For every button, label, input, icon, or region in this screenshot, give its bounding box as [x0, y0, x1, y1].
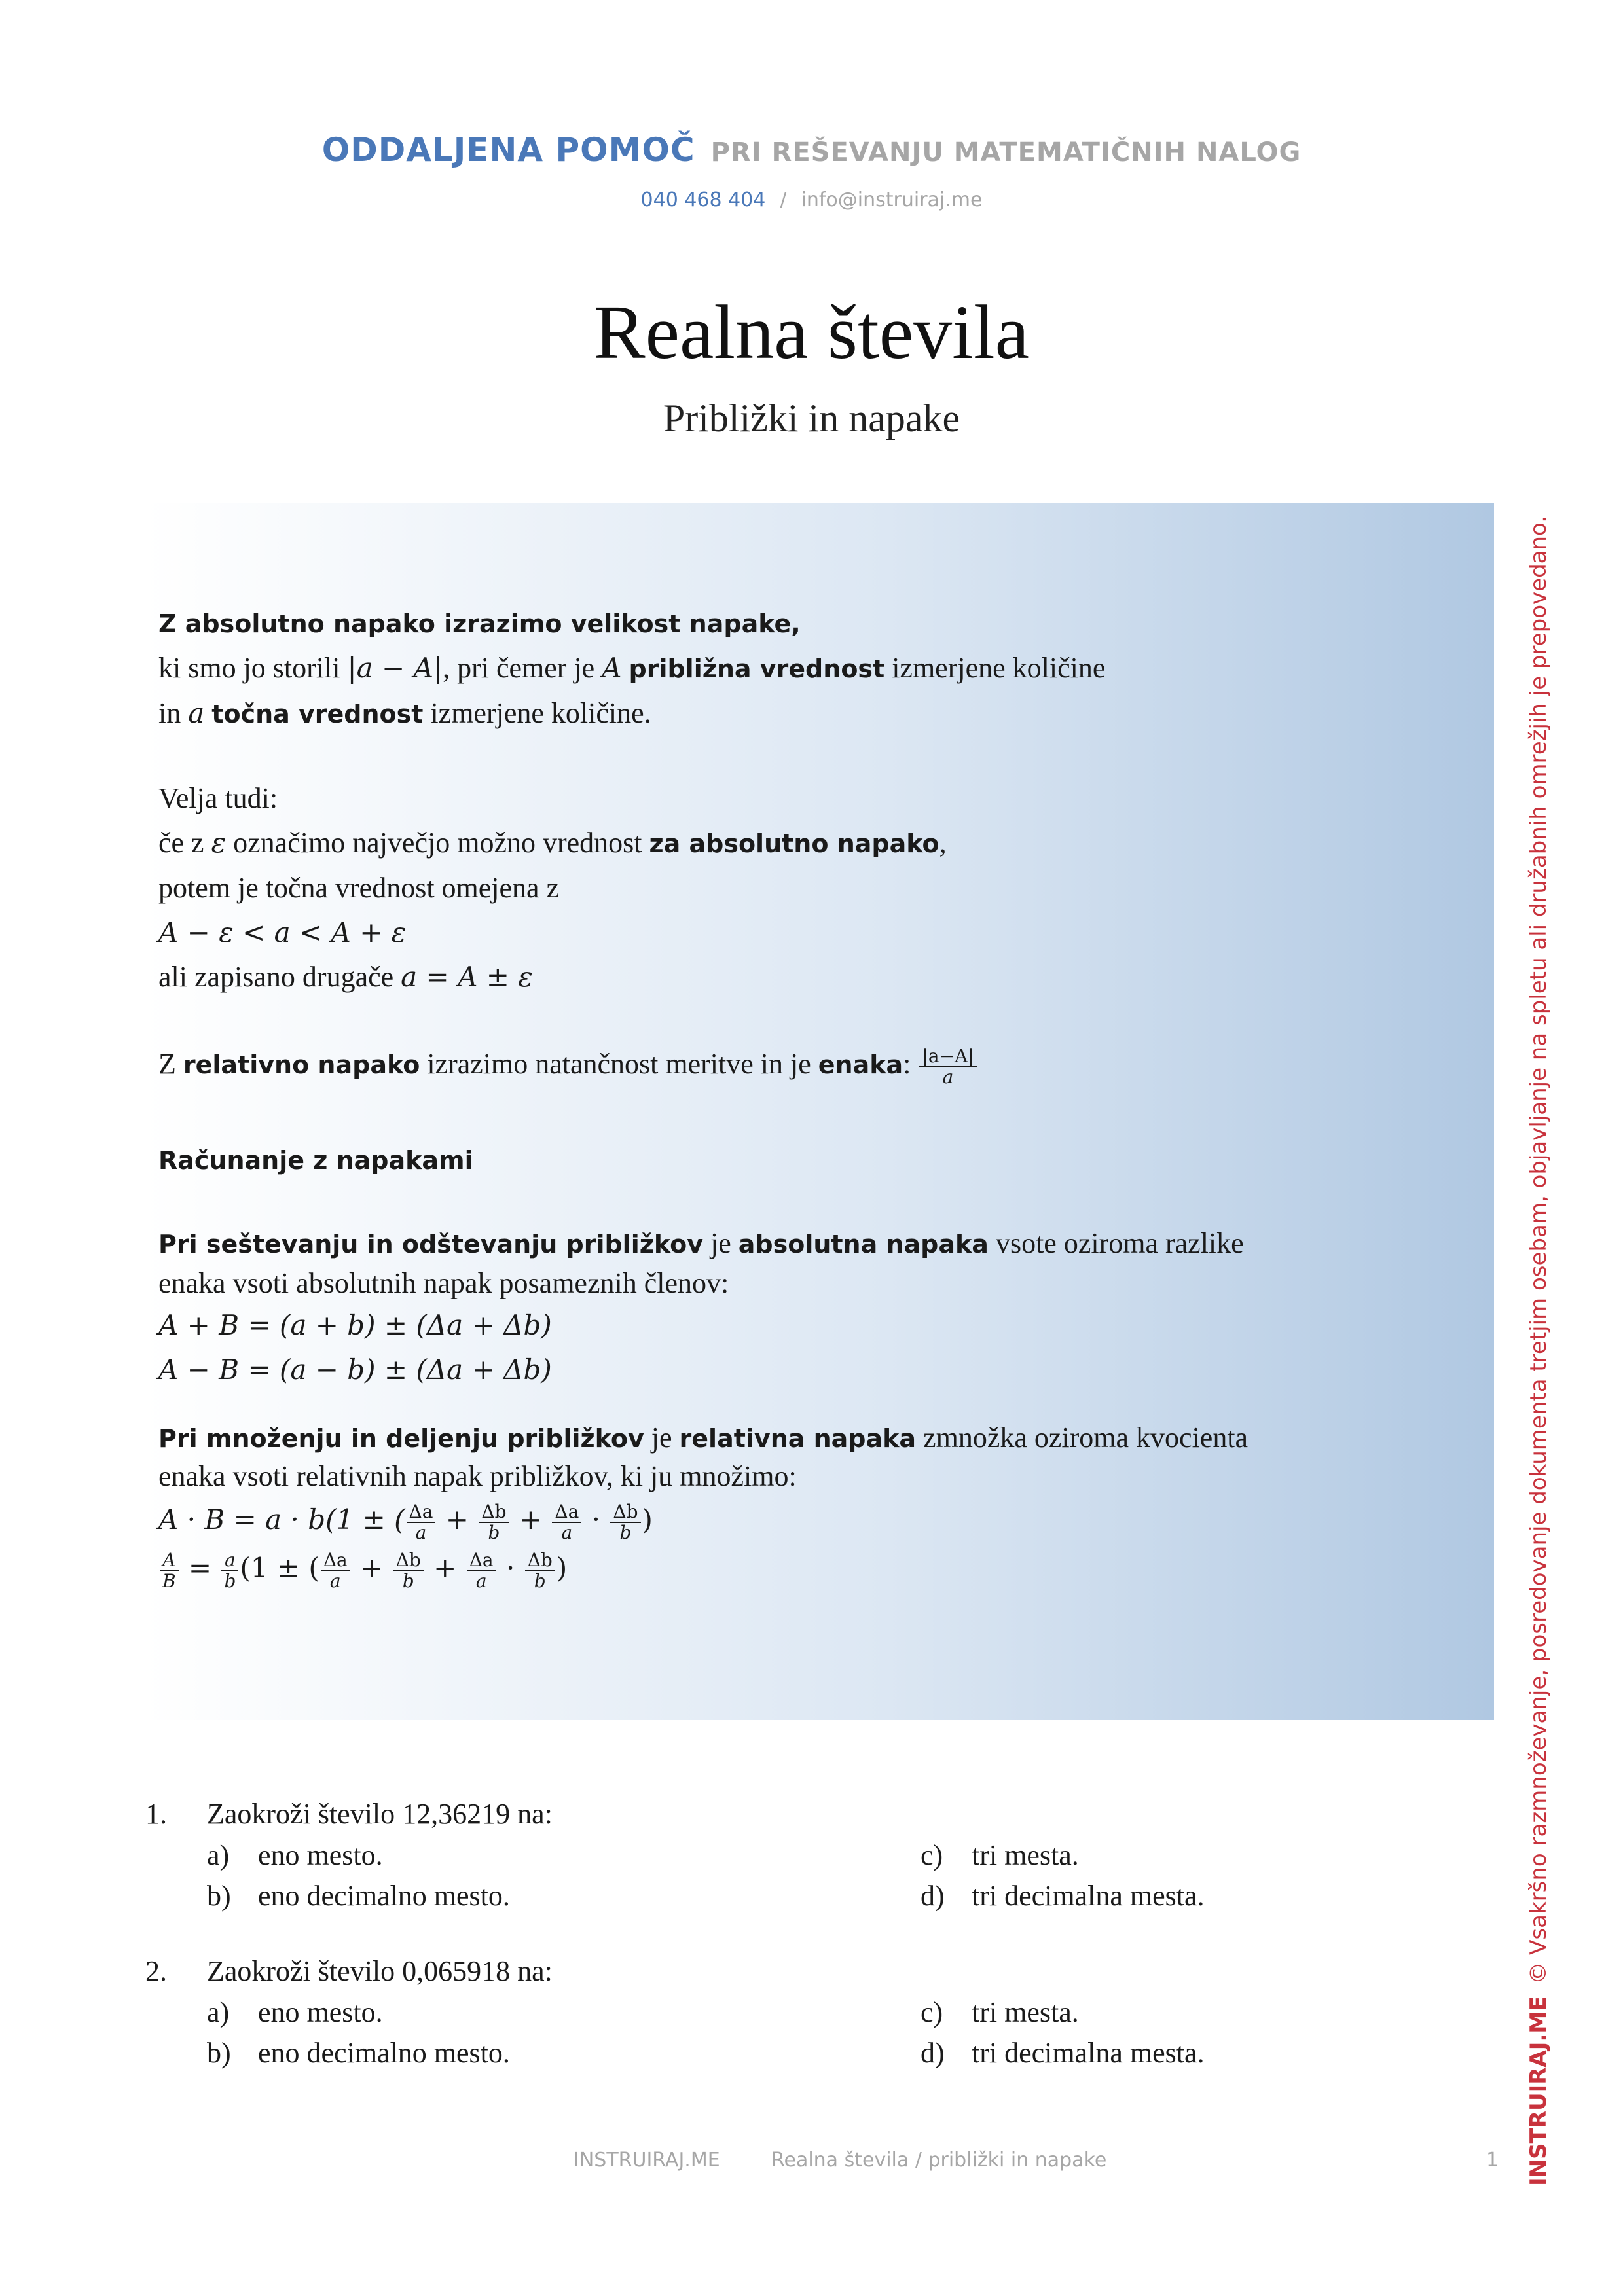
exercise-item [145, 1793, 1422, 1916]
exact-value-bold: točna vrednost [211, 700, 424, 728]
footer-doc-title: Realna števila / približki in napake [771, 2149, 1107, 2172]
header-contact [0, 188, 1623, 211]
inequality-formula: A − ε < a < A + ε [158, 916, 407, 948]
contact-separator: / [780, 188, 787, 211]
exercise-option: d) tri decimalna mesta. [921, 2037, 1205, 2069]
exercise-option: c) tri mesta. [921, 1839, 1079, 1871]
page-title: Realna števila [593, 289, 1030, 375]
alt-formula: a = A ± ε [401, 961, 533, 993]
exercise-question: Zaokroži število 12,36219 na: [207, 1798, 553, 1830]
exercise-option: d) tri decimalna mesta. [921, 1880, 1205, 1912]
absolute-error-section [158, 601, 1389, 736]
division-formula: $\frac{A}{B}$ = $\frac{a}{b}$ (1 ± ( $\frac{\Delta a}{a}$ + $\frac{\Delta b}{b}$ + $\frac{\Delta a}{a}$ · $\frac{\Delta b}{b}$ ) [158, 1544, 1389, 1592]
header-banner [0, 131, 1623, 169]
abs-heading: Z absolutno napako izrazimo velikost napake, [158, 609, 801, 638]
exercise-list [145, 1793, 1422, 2108]
abs-expression: |a − A| [347, 652, 443, 684]
footer-brand[interactable]: INSTRUIRAJ.ME [574, 2149, 720, 2172]
relative-error-bold: relativno napako [183, 1050, 420, 1079]
notice-text: © Vsakršno razmnoževanje, posredovanje dokumenta tretjim osebam, objavljanje na spletu ali družabnih omrežjih je prepovedano. [1525, 515, 1552, 1984]
subtraction-formula: A − B = (a − b) ± (Δa + Δb) [158, 1354, 552, 1386]
abs-line-3: in a točna vrednost izmerjene količine. [158, 697, 651, 729]
header-title-main: ODDALJENA POMOČ [321, 131, 695, 169]
multiplication-rule-section: Pri množenju in deljenju približkov je relativna napaka zmnožka oziroma kvocienta enaka vsoti relativnih napak približkov, ki ju množimo: A · B = a · b(1 ± ( $\frac{\Delta a}{a}$ + $\frac{\Delta b}{b}$ + $\frac{\Delta a}{a}$ · $\frac{\Delta b}{b}$ ) $\frac{A}{B}$ = $\frac{a}{b}$ (1 ± ( $\frac{\Delta a}{a}$ + $\frac{\Delta b}{b}$ + $\frac{\Delta a}{a}$ · $\frac{\Delta b}{b}$ ) [158, 1419, 1389, 1592]
approx-value-bold: približna vrednost [629, 655, 885, 683]
relative-error-section: Z relativno napako izrazimo natančnost meritve in je enaka: $\frac{|a-A|}{a}$ [158, 1042, 1389, 1087]
contact-phone[interactable]: 040 468 404 [640, 188, 766, 211]
abs-line-2: ki smo jo storili |a − A|, pri čemer je A približna vrednost izmerjene količine [158, 652, 1106, 684]
exercise-option: a) eno mesto. [207, 1839, 383, 1871]
copyright-notice [1525, 515, 1552, 2186]
notice-brand: INSTRUIRAJ.ME [1525, 1996, 1552, 2186]
epsilon-line: če z ε označimo največjo možno vrednost za absolutno napako, [158, 827, 947, 859]
addition-rule-section: Pri seštevanju in odštevanju približkov je absolutna napaka vsote oziroma razlike enaka vsoti absolutnih napak posameznih členov: A + B = (a + b) ± (Δa + Δb) A − B = (a − b) ± (Δa + Δb) [158, 1227, 1244, 1386]
exercise-option: a) eno mesto. [207, 1996, 383, 2028]
contact-email[interactable]: info@instruiraj.me [801, 188, 983, 211]
header-title-sub: PRI REŠEVANJU MATEMATIČNIH NALOG [710, 137, 1302, 168]
addition-formula: A + B = (a + b) ± (Δa + Δb) [158, 1309, 552, 1341]
exercise-question: Zaokroži število 0,065918 na: [207, 1955, 553, 1987]
calc-heading: Računanje z napakami [158, 1146, 473, 1175]
epsilon-section [158, 776, 1389, 999]
exercise-option: b) eno decimalno mesto. [207, 1880, 510, 1912]
multiplication-formula: A · B = a · b(1 ± ( $\frac{\Delta a}{a}$ + $\frac{\Delta b}{b}$ + $\frac{\Delta a}{a}$ · $\frac{\Delta b}{b}$ ) [158, 1500, 653, 1543]
exercise-option: b) eno decimalno mesto. [207, 2037, 510, 2069]
page-number: 1 [1486, 2149, 1499, 2172]
bound-line: potem je točna vrednost omejena z [158, 872, 560, 904]
relative-error-fraction: $\frac{|a-A|}{a}$ [919, 1047, 976, 1087]
calc-heading-wrap [158, 1138, 1389, 1183]
epsilon-bold: za absolutno napako [649, 829, 939, 858]
exercise-number: 2. [145, 1955, 167, 1987]
exercise-number: 1. [145, 1798, 167, 1830]
exercise-option: c) tri mesta. [921, 1996, 1079, 2028]
alt-line: ali zapisano drugače a = A ± ε [158, 961, 533, 993]
exercise-item [145, 1950, 1422, 2073]
page-subtitle: Približki in napake [663, 397, 960, 440]
enaka-bold: enaka [818, 1050, 903, 1079]
valid-intro: Velja tudi: [158, 782, 278, 814]
